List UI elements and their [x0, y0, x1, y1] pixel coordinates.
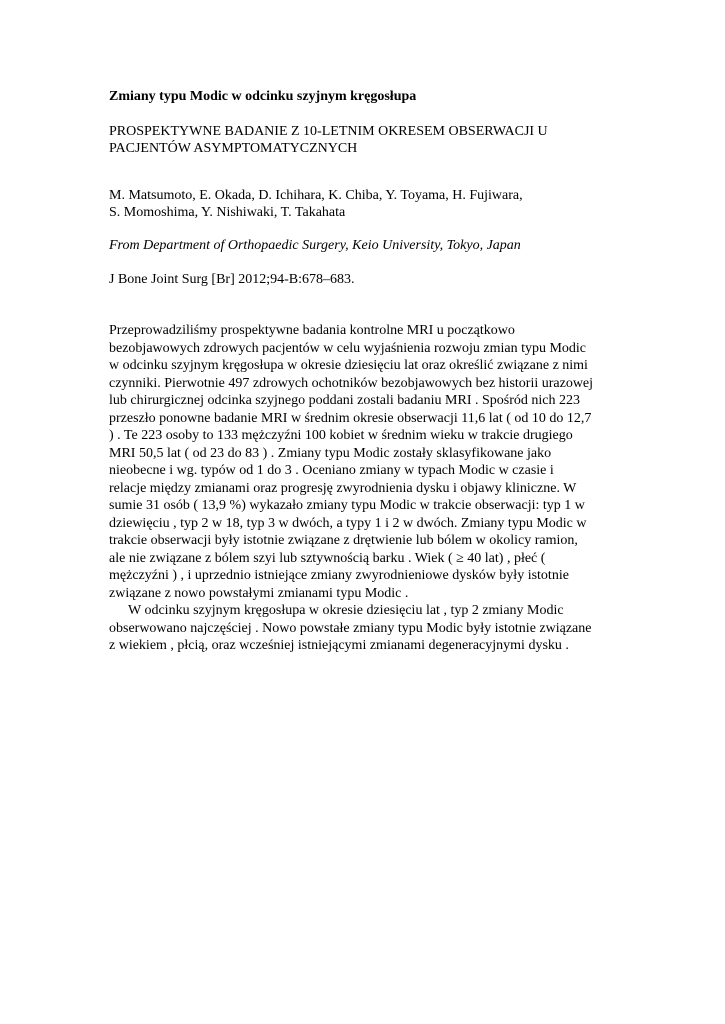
subtitle-line: PROSPEKTYWNE BADANIE Z 10-LETNIM OKRESEM OBSERWACJI U [109, 124, 548, 139]
document-title: Zmiany typu Modic w odcinku szyjnym kręgosłupa [109, 89, 417, 104]
paragraph-line: obserwowano najczęściej . Nowo powstałe zmiany typu Modic były istotnie związane [109, 621, 592, 636]
authors-line: M. Matsumoto, E. Okada, D. Ichihara, K. Chiba, Y. Toyama, H. Fujiwara, [109, 188, 523, 203]
paragraph-line: przeszło ponowne badanie MRI w średnim okresie obserwacji 11,6 lat ( od 10 do 12,7 [109, 411, 592, 426]
paragraph-line: trakcie obserwacji były istotnie związane z drętwienie lub bólem w okolicy ramion, [109, 533, 578, 548]
subtitle-line: PACJENTÓW ASYMPTOMATYCZNYCH [109, 141, 358, 156]
paragraph-line: sumie 31 osób ( 13,9 %) wykazało zmiany typu Modic w trakcie obserwacji: typ 1 w [109, 498, 585, 513]
affiliation: From Department of Orthopaedic Surgery, Keio University, Tokyo, Japan [109, 238, 521, 253]
paragraph-line: z wiekiem , płcią, oraz wcześniej istniejącymi zmianami degeneracyjnymi dysku . [109, 638, 569, 653]
paragraph-line: ) . Te 223 osoby to 133 mężczyźni 100 kobiet w średnim wieku w trakcie drugiego [109, 428, 573, 443]
authors-line: S. Momoshima, Y. Nishiwaki, T. Takahata [109, 205, 346, 220]
paragraph-line: mężczyźni ) , i uprzednio istniejące zmiany zwyrodnieniowe dysków były istotnie [109, 568, 569, 583]
paragraph-line: lub chirurgicznej odcinka szyjnego poddani zostali badaniu MRI . Spośród nich 223 [109, 393, 580, 408]
paragraph-line: W odcinku szyjnym kręgosłupa w okresie dziesięciu lat , typ 2 zmiany Modic [128, 603, 564, 618]
paragraph-line: dziewięciu , typ 2 w 18, typ 3 w dwóch, a typy 1 i 2 w dwóch. Zmiany typu Modic w [109, 516, 587, 531]
paragraph-line: nieobecne i wg. typów od 1 do 3 . Oceniano zmiany w typach Modic w czasie i [109, 463, 554, 478]
citation: J Bone Joint Surg [Br] 2012;94-B:678–683. [109, 272, 355, 287]
paragraph-line: związane z nowo powstałymi zmianami typu Modic . [109, 586, 409, 601]
paragraph-line: w odcinku szyjnym kręgosłupa w okresie dziesięciu lat oraz określić związane z nimi [109, 358, 588, 373]
paragraph-line: relacje między zmianami oraz progresję zwyrodnienia dysku i objawy kliniczne. W [109, 481, 577, 496]
paragraph-line: czynniki. Pierwotnie 497 zdrowych ochotników bezobjawowych bez historii urazowej [109, 376, 594, 391]
paragraph-line: Przeprowadziliśmy prospektywne badania kontrolne MRI u początkowo [109, 323, 515, 338]
paragraph-line: MRI 50,5 lat ( od 23 do 83 ) . Zmiany typu Modic zostały sklasyfikowane jako [109, 446, 552, 461]
paragraph-line: ale nie związane z bólem szyi lub sztywnością barku . Wiek ( ≥ 40 lat) , płeć ( [109, 551, 546, 566]
paragraph-line: bezobjawowych zdrowych pacjentów w celu wyjaśnienia rozwoju zmian typu Modic [109, 341, 587, 356]
